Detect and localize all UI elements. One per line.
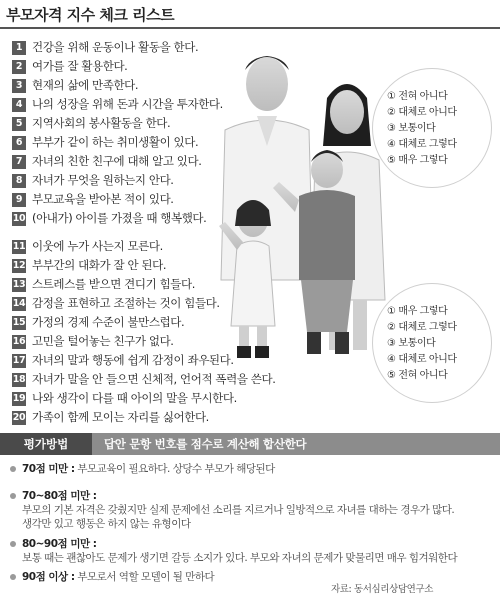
checklist-item: 9 부모교육을 받아본 적이 있다. bbox=[12, 190, 372, 209]
scale-option: ⑤ 매우 그렇다 bbox=[387, 155, 448, 166]
checklist-group-1 bbox=[12, 38, 372, 228]
checklist-item: 16 고민을 털어놓는 친구가 없다. bbox=[12, 334, 174, 348]
source-credit: 자료: 동서심리상담연구소 bbox=[331, 584, 433, 595]
page-title: 부모자격 지수 체크 리스트 bbox=[6, 6, 175, 24]
title-divider bbox=[0, 27, 500, 29]
scale-option: ③ 보통이다 bbox=[387, 123, 436, 134]
scale-legend-reverse bbox=[372, 283, 492, 403]
scale-option: ④ 대체로 아니다 bbox=[387, 354, 457, 365]
scale-option: ② 대체로 그렇다 bbox=[387, 322, 457, 333]
evaluation-method-bar bbox=[0, 433, 500, 455]
checklist-item: 7 자녀의 친한 친구에 대해 알고 있다. bbox=[12, 152, 372, 171]
checklist-item: 2 여가를 잘 활용한다. bbox=[12, 57, 372, 76]
bullet-icon bbox=[10, 493, 16, 499]
checklist-item: 4 나의 성장을 위해 돈과 시간을 투자한다. bbox=[12, 95, 372, 114]
checklist-item: 13 스트레스를 받으면 견디기 힘들다. bbox=[12, 277, 195, 291]
scale-option: ④ 대체로 그렇다 bbox=[387, 139, 457, 150]
method-description: 답안 문항 번호를 점수로 계산해 합산한다 bbox=[104, 437, 307, 451]
result-item: 70점 미만 : 부모교육이 필요하다. 상당수 부모가 해당된다 bbox=[8, 462, 275, 476]
checklist-item: 14 감정을 표현하고 조절하는 것이 힘들다. bbox=[12, 296, 220, 310]
scale-option: ⑤ 전혀 아니다 bbox=[387, 370, 448, 381]
checklist-item: 12 부부간의 대화가 잘 안 된다. bbox=[12, 258, 167, 272]
checklist-item: 15 가정의 경제 수준이 불만스럽다. bbox=[12, 315, 185, 329]
scale-option: ③ 보통이다 bbox=[387, 338, 436, 349]
scale-option: ② 대체로 아니다 bbox=[387, 107, 457, 118]
scale-legend-positive bbox=[372, 68, 492, 188]
checklist-item: 11 이웃에 누가 사는지 모른다. bbox=[12, 239, 163, 253]
checklist-item: 5 지역사회의 봉사활동을 한다. bbox=[12, 114, 372, 133]
result-item: 90점 이상 : 부모로서 역할 모델이 될 만하다 bbox=[8, 570, 214, 584]
scale-option: ① 매우 그렇다 bbox=[387, 306, 448, 317]
checklist-item: 1 건강을 위해 운동이나 활동을 한다. bbox=[12, 38, 372, 57]
checklist-item: 17 자녀의 말과 행동에 쉽게 감정이 좌우된다. bbox=[12, 353, 234, 367]
bullet-icon bbox=[10, 466, 16, 472]
bullet-icon bbox=[10, 541, 16, 547]
result-item: 80~90점 미만 : 보통 때는 괜찮아도 문제가 생기면 갈등 소지가 있다. 부모와 자녀의 문제가 맞물리면 매우 힘겨워한다 bbox=[8, 537, 457, 565]
checklist-item: 10 (아내가) 아이를 가졌을 때 행복했다. bbox=[12, 211, 207, 225]
scale-option: ① 전혀 아니다 bbox=[387, 91, 448, 102]
result-item: 70~80점 미만 : 부모의 기본 자격은 갖췄지만 실제 문제에선 소리를 지르거나 일방적으로 자녀를 대하는 경우가 많다. 생각만 있고 행동은 하지 않는 유형이다 bbox=[8, 489, 454, 531]
checklist-item: 18 자녀가 말을 안 들으면 신체적, 언어적 폭력을 쓴다. bbox=[12, 372, 276, 386]
checklist-item: 19 나와 생각이 다를 때 아이의 말을 무시한다. bbox=[12, 391, 237, 405]
checklist-group-2 bbox=[12, 237, 372, 427]
checklist-item: 6 부부가 같이 하는 취미생활이 있다. bbox=[12, 133, 372, 152]
checklist-item: 3 현재의 삶에 만족한다. bbox=[12, 76, 372, 95]
checklist-item: 8 자녀가 무엇을 원하는지 안다. bbox=[12, 171, 372, 190]
checklist-item: 20 가족이 함께 모이는 자리를 싫어한다. bbox=[12, 410, 209, 424]
bullet-icon bbox=[10, 574, 16, 580]
method-label: 평가방법 bbox=[0, 433, 92, 455]
